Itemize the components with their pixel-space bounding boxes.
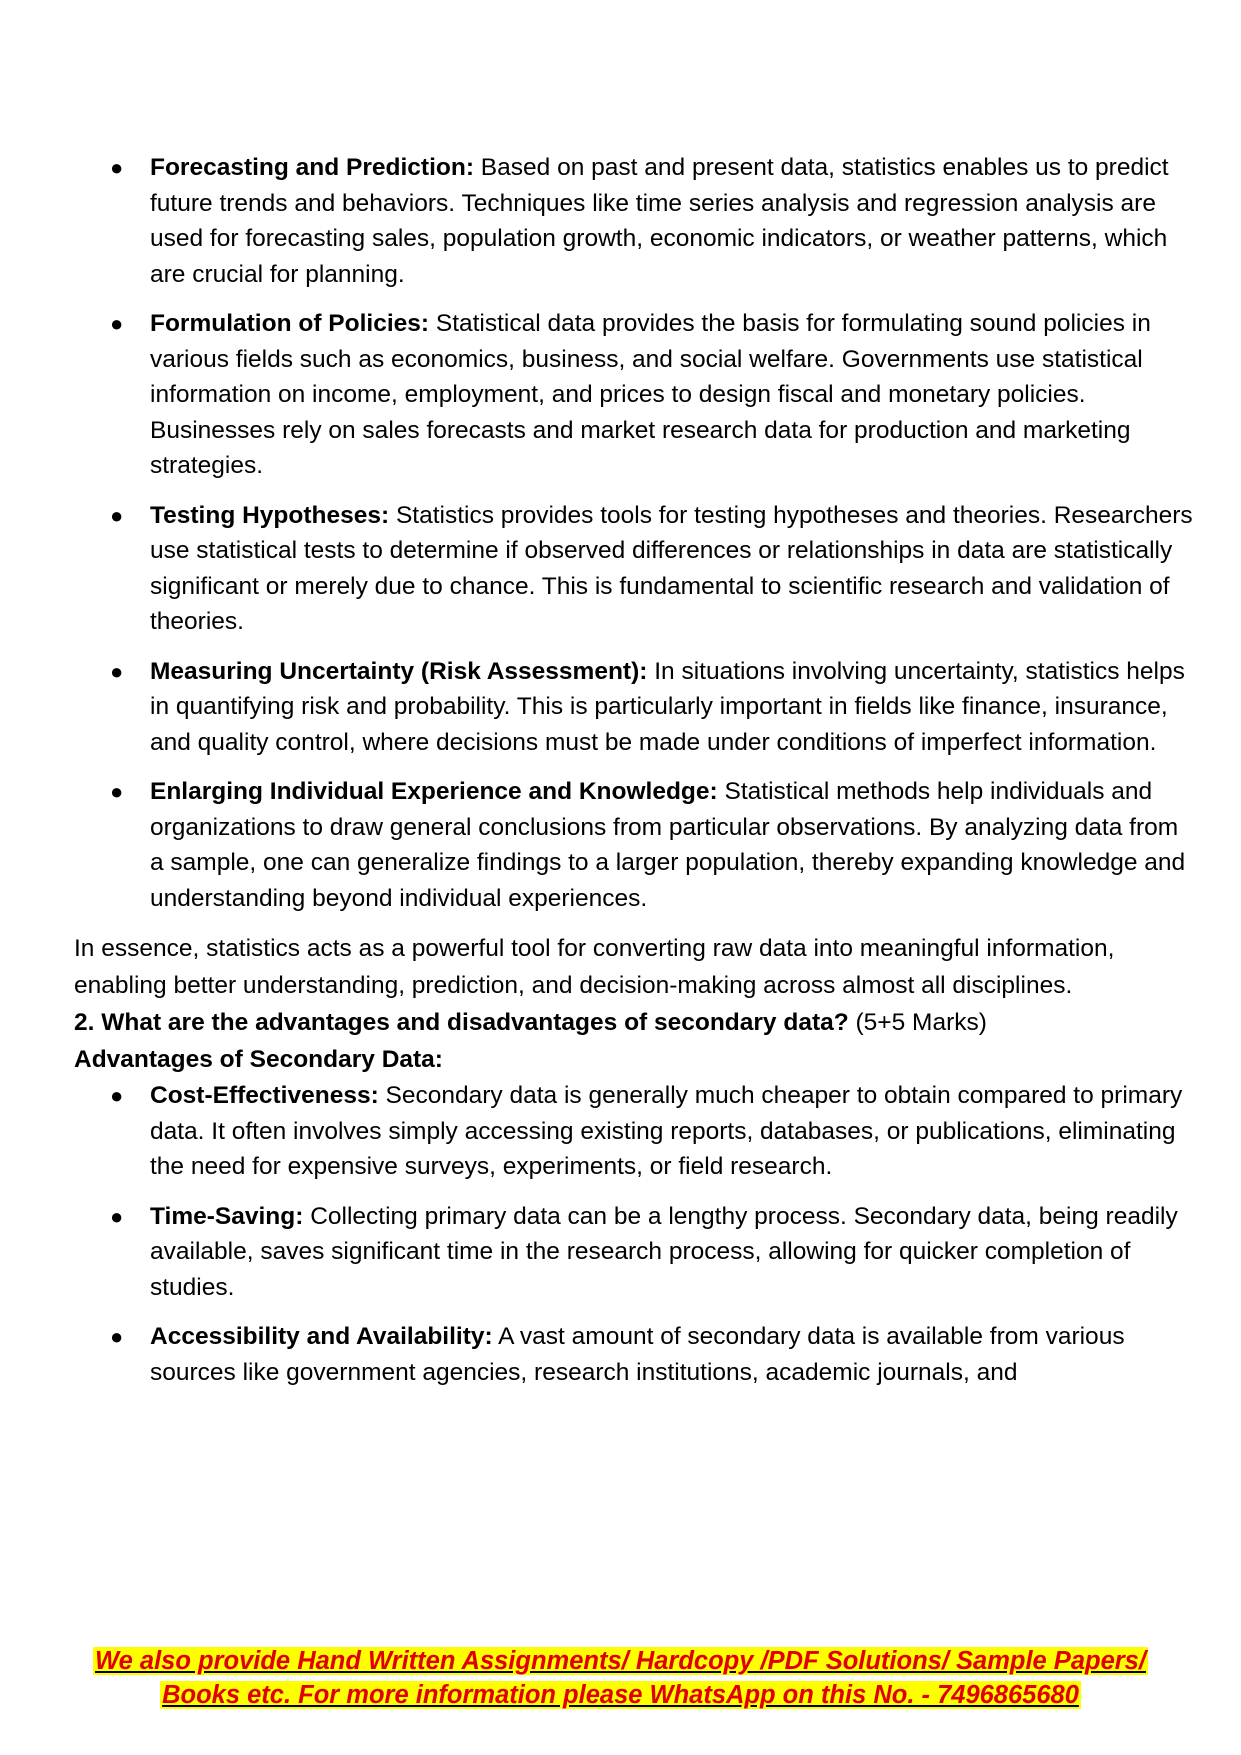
question-marks: (5+5 Marks) [848, 1009, 987, 1036]
bullet-icon: ● [110, 779, 124, 804]
item-text: Statistical data provides the basis for formulating sound policies in various fields such as economics, business, and social welfare. Governments use statistical information on income, employment, and prices to design fiscal and monetary policies. Businesses rely on sales forecasts and market research data for production and marketing strategies. [150, 310, 1151, 479]
footer-line-1 [0, 1644, 1241, 1678]
list-item [74, 498, 1194, 640]
question-text: 2. What are the advantages and disadvantages of secondary data? [74, 1009, 849, 1036]
footer-line-1-text: We also provide Hand Written Assignments/ Hardcopy /PDF Solutions/ Sample Papers/ [95, 1647, 1146, 1675]
footer-line-2 [0, 1678, 1241, 1712]
bullet-icon: ● [110, 658, 124, 684]
item-text: Statistics provides tools for testing hypotheses and theories. Researchers use statistical tests to determine if observed differences or relationships in data are statistically significant or merely due to chance. This is fundamental to scientific research and validation of theories. [150, 501, 1193, 635]
item-term: Measuring Uncertainty (Risk Assessment): [150, 657, 648, 685]
item-term: Cost-Effectiveness: [150, 1082, 379, 1109]
bullet-icon: ● [110, 311, 124, 336]
question-heading [74, 1004, 1194, 1041]
item-term: Enlarging Individual Experience and Knowledge: [150, 778, 718, 805]
bullet-icon: ● [110, 1203, 124, 1229]
list-item [74, 1078, 1194, 1185]
item-text: Based on past and present data, statistics enables us to predict future trends and behaviors. Techniques like time series analysis and regression analysis are used for forecasting sales, population growth, economic indicators, or weather patterns, which are crucial for planning. [150, 154, 1169, 288]
item-term: Accessibility and Availability: [150, 1323, 493, 1350]
item-text: A vast amount of secondary data is available from various sources like government agencies, research institutions, academic journals, and [150, 1323, 1125, 1386]
item-text: Secondary data is generally much cheaper to obtain compared to primary data. It often involves simply accessing existing reports, databases, or publications, eliminating the need for expensive surveys, experiments, or field research. [150, 1082, 1183, 1180]
list-item [74, 774, 1194, 916]
item-text: Statistical methods help individuals and organizations to draw general conclusions from particular observations. By analyzing data from a sample, one can generalize findings to a larger population, thereby expanding knowledge and understanding beyond individual experiences. [150, 778, 1186, 912]
advantages-list [74, 1078, 1194, 1390]
bullet-icon: ● [110, 155, 124, 180]
bullet-icon: ● [110, 1324, 124, 1349]
list-item [74, 1319, 1194, 1390]
promo-footer [0, 1644, 1241, 1712]
item-term: Testing Hypotheses: [150, 501, 390, 529]
item-text: In situations involving uncertainty, statistics helps in quantifying risk and probability. This is particularly important in fields like finance, insurance, and quality control, where decisions must be made under conditions of imperfect information. [150, 657, 1185, 756]
bullet-icon: ● [110, 1083, 124, 1108]
list-item [74, 306, 1194, 484]
item-term: Formulation of Policies: [150, 310, 430, 337]
advantages-heading [74, 1041, 1194, 1078]
footer-line-2-text: Books etc. For more information please WhatsApp on this No. - 7496865680 [162, 1681, 1079, 1709]
list-item [74, 654, 1194, 761]
item-term: Forecasting and Prediction: [150, 154, 474, 181]
list-item [74, 150, 1194, 292]
list-item [74, 1199, 1194, 1306]
item-term: Time-Saving: [150, 1202, 304, 1230]
uses-list [74, 150, 1194, 916]
item-text: Collecting primary data can be a lengthy process. Secondary data, being readily available, saves significant time in the research process, allowing for quicker completion of studies. [150, 1202, 1178, 1301]
bullet-icon: ● [110, 502, 124, 528]
page-content [74, 150, 1194, 1404]
essence-paragraph: In essence, statistics acts as a powerful tool for converting raw data into meaningful information, enabling better understanding, prediction, and decision-making across almost all disciplines. [74, 935, 1115, 999]
advantages-heading-text: Advantages of Secondary Data: [74, 1046, 443, 1073]
